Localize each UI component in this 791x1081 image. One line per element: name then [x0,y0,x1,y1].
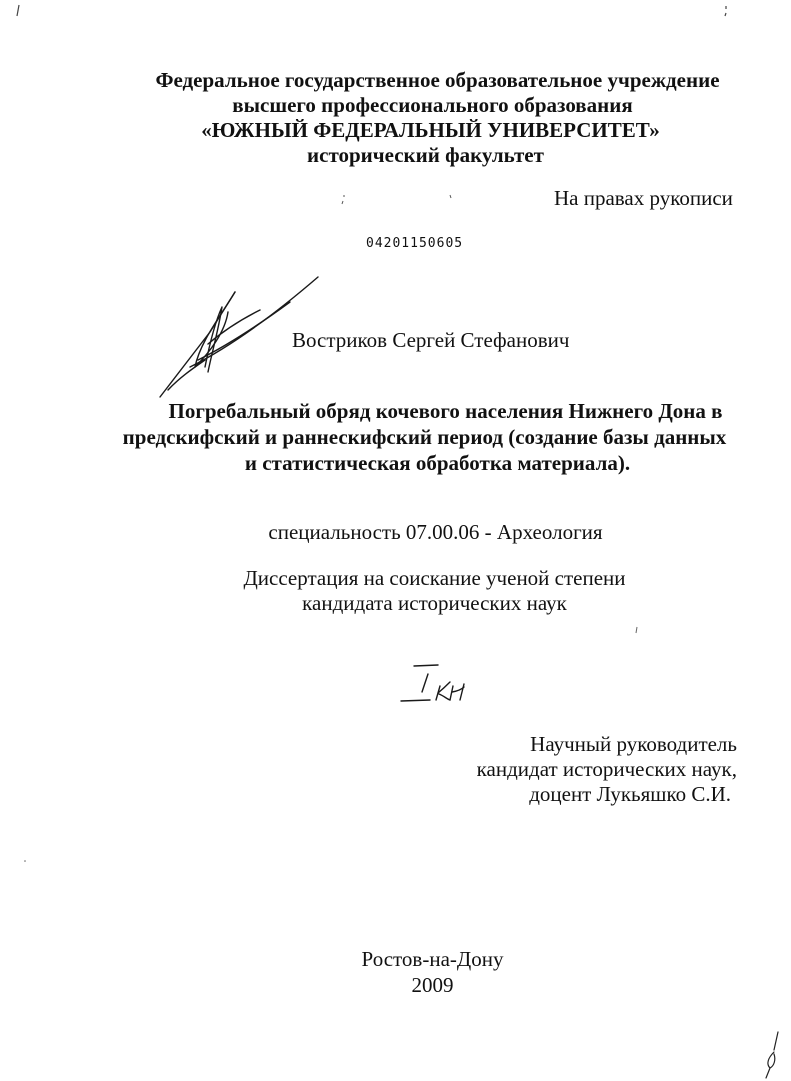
serial-number: 04201150605 [366,236,464,251]
author-name: Востриков Сергей Стефанович [292,328,570,352]
manuscript-rights-note: На правах рукописи [554,186,733,210]
institution-line-1: Федеральное государственное образовательное учреждение [155,68,720,92]
institution-line-2: высшего профессионального образования [232,93,633,117]
title-line-1: Погребальный обряд кочевого населения Нижнего Дона в [168,399,723,423]
dissertation-title [0,398,791,476]
degree-line-1: Диссертация на соискание ученой степени [243,566,626,590]
university-name: «ЮЖНЫЙ ФЕДЕРАЛЬНЫЙ УНИВЕРСИТЕТ» [201,118,660,142]
year: 2009 [411,973,454,997]
institution-header [0,68,791,168]
city: Ростов-на-Дону [361,947,504,971]
faculty-name: исторический факультет [307,143,544,167]
scan-speck-icon [340,194,348,206]
title-line-3: и статистическая обработка материала). [244,451,631,475]
scan-speck-icon [14,4,22,18]
handwritten-note-icon [398,660,478,705]
scan-speck-icon [722,4,730,18]
specialty: специальность 07.00.06 - Археология [268,520,603,544]
place-and-year [0,946,791,998]
scan-speck-icon [448,194,454,202]
supervisor-block [477,732,737,807]
degree-statement [0,566,791,616]
title-line-2: предскифский и раннескифский период (создание базы данных [122,425,727,449]
degree-line-2: кандидата исторических наук [302,591,567,615]
supervisor-line-3: доцент Лукьяшко С.И. [529,782,731,806]
scan-speck-icon [22,858,28,864]
supervisor-line-1: Научный руководитель [530,732,737,756]
scan-speck-icon [634,626,640,636]
supervisor-line-2: кандидат исторических наук, [476,757,737,781]
corner-scribble-icon [756,1030,786,1080]
